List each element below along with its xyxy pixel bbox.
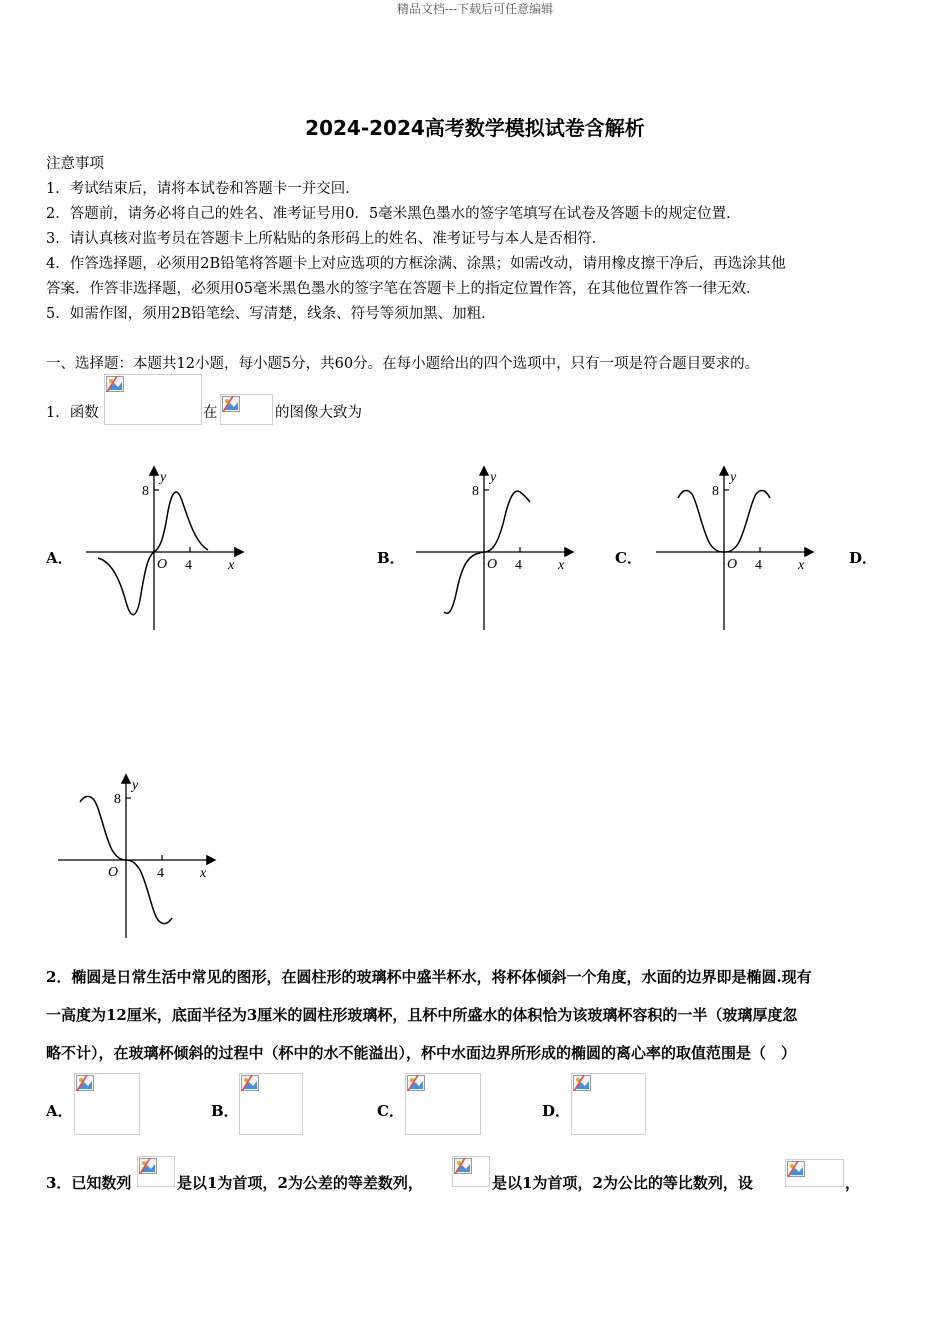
origin-label: O [108,865,119,880]
q1-option-d-label: D． [849,549,878,567]
notice-item: 5．如需作图，须用2B铅笔绘、写清楚，线条、符号等须加黑、加粗． [46,306,496,322]
origin-label: O [487,557,498,572]
x-tick-label: 4 [185,558,192,573]
y-tick-label: 8 [114,792,121,807]
graph-option-a [84,462,249,634]
x-axis-label: x [228,558,235,573]
q2-option-a-label: A． [46,1102,73,1120]
notice-heading: 注意事项 [46,156,104,172]
y-axis-label: y [490,470,497,485]
y-axis-label: y [132,778,139,793]
y-tick-label: 8 [142,484,149,499]
section-heading: 一、选择题：本题共12小题，每小题5分，共60分。在每小题给出的四个选项中，只有一项是符合题目要求的。 [46,356,760,372]
formula-image [137,1156,175,1187]
broken-image-icon [76,1075,94,1091]
origin-label: O [157,557,168,572]
origin-label: O [727,557,738,572]
q2-option-b-image [239,1073,303,1135]
notice-item: 1．考试结束后，请将本试卷和答题卡一并交回． [46,181,360,197]
notice-item: 答案．作答非选择题，必须用05毫米黑色墨水的签字笔在答题卡上的指定位置作答，在其他位置作答一律无效． [46,281,761,297]
graph-option-d [56,770,221,942]
q2-option-b-label: B． [211,1102,239,1120]
broken-image-icon [222,396,240,412]
broken-image-icon [573,1075,591,1091]
notice-item: 2．答题前，请务必将自己的姓名、准考证号用0．5毫米黑色墨水的签字笔填写在试卷及答题卡的规定位置． [46,206,741,222]
q2-text-line: 略不计），在玻璃杯倾斜的过程中（杯中的水不能溢出），杯中水面边界所形成的椭圆的离心率的取值范围是（ ） [46,1044,797,1062]
broken-image-icon [106,376,124,392]
q2-option-c-label: C． [377,1102,404,1120]
q2-option-d-image [571,1073,646,1135]
broken-image-icon [241,1075,259,1091]
q3-part3: 是以1为首项，2为公比的等比数列，设 [492,1174,753,1192]
q1-option-c-label: C． [615,549,642,567]
q2-option-d-label: D． [542,1102,571,1120]
x-axis-label: x [200,866,207,881]
notice-item: 4．作答选择题，必须用2B铅笔将答题卡上对应选项的方框涂满、涂黑；如需改动，请用橡皮擦干净后，再选涂其他 [46,256,786,272]
q3-part4: ， [845,1174,861,1192]
graph-option-c [654,462,819,634]
curve [98,492,208,615]
formula-image [785,1159,844,1187]
x-axis-label: x [798,558,805,573]
y-tick-label: 8 [472,484,479,499]
q3-part2: 是以1为首项，2为公差的等差数列， [177,1174,423,1192]
y-axis-label: y [160,470,167,485]
y-axis-label: y [730,470,737,485]
q2-text-line: 2．椭圆是日常生活中常见的图形，在圆柱形的玻璃杯中盛半杯水，将杯体倾斜一个角度，水面的边界即是椭圆.现有 [46,968,812,986]
q1-prefix: 1．函数 [46,405,99,421]
q2-option-c-image [405,1073,481,1135]
y-tick-label: 8 [712,484,719,499]
formula-image [220,394,273,425]
q1-suffix: 的图像大致为 [275,405,362,421]
q2-text-line: 一高度为12厘米，底面半径为3厘米的圆柱形玻璃杯，且杯中所盛水的体积恰为该玻璃杯容积的一半（玻璃厚度忽 [46,1006,798,1024]
q1-option-a-label: A． [46,549,73,567]
header-note: 精品文档---下载后可任意编辑 [396,2,554,16]
x-tick-label: 4 [157,866,164,881]
x-tick-label: 4 [755,558,762,573]
broken-image-icon [139,1158,157,1174]
broken-image-icon [454,1158,472,1174]
graph-option-b [414,462,579,634]
q3-part1: 3．已知数列 [46,1174,132,1192]
page-title: 2024-2024高考数学模拟试卷含解析 [305,116,645,140]
x-tick-label: 4 [515,558,522,573]
q1-mid: 在 [203,405,218,421]
formula-image [452,1156,490,1187]
broken-image-icon [407,1075,425,1091]
notice-item: 3．请认真核对监考员在答题卡上所粘贴的条形码上的姓名、准考证号与本人是否相符． [46,231,607,247]
q1-option-b-label: B． [377,549,405,567]
broken-image-icon [787,1161,805,1177]
formula-image [104,374,202,425]
x-axis-label: x [558,558,565,573]
q2-option-a-image [74,1073,140,1135]
